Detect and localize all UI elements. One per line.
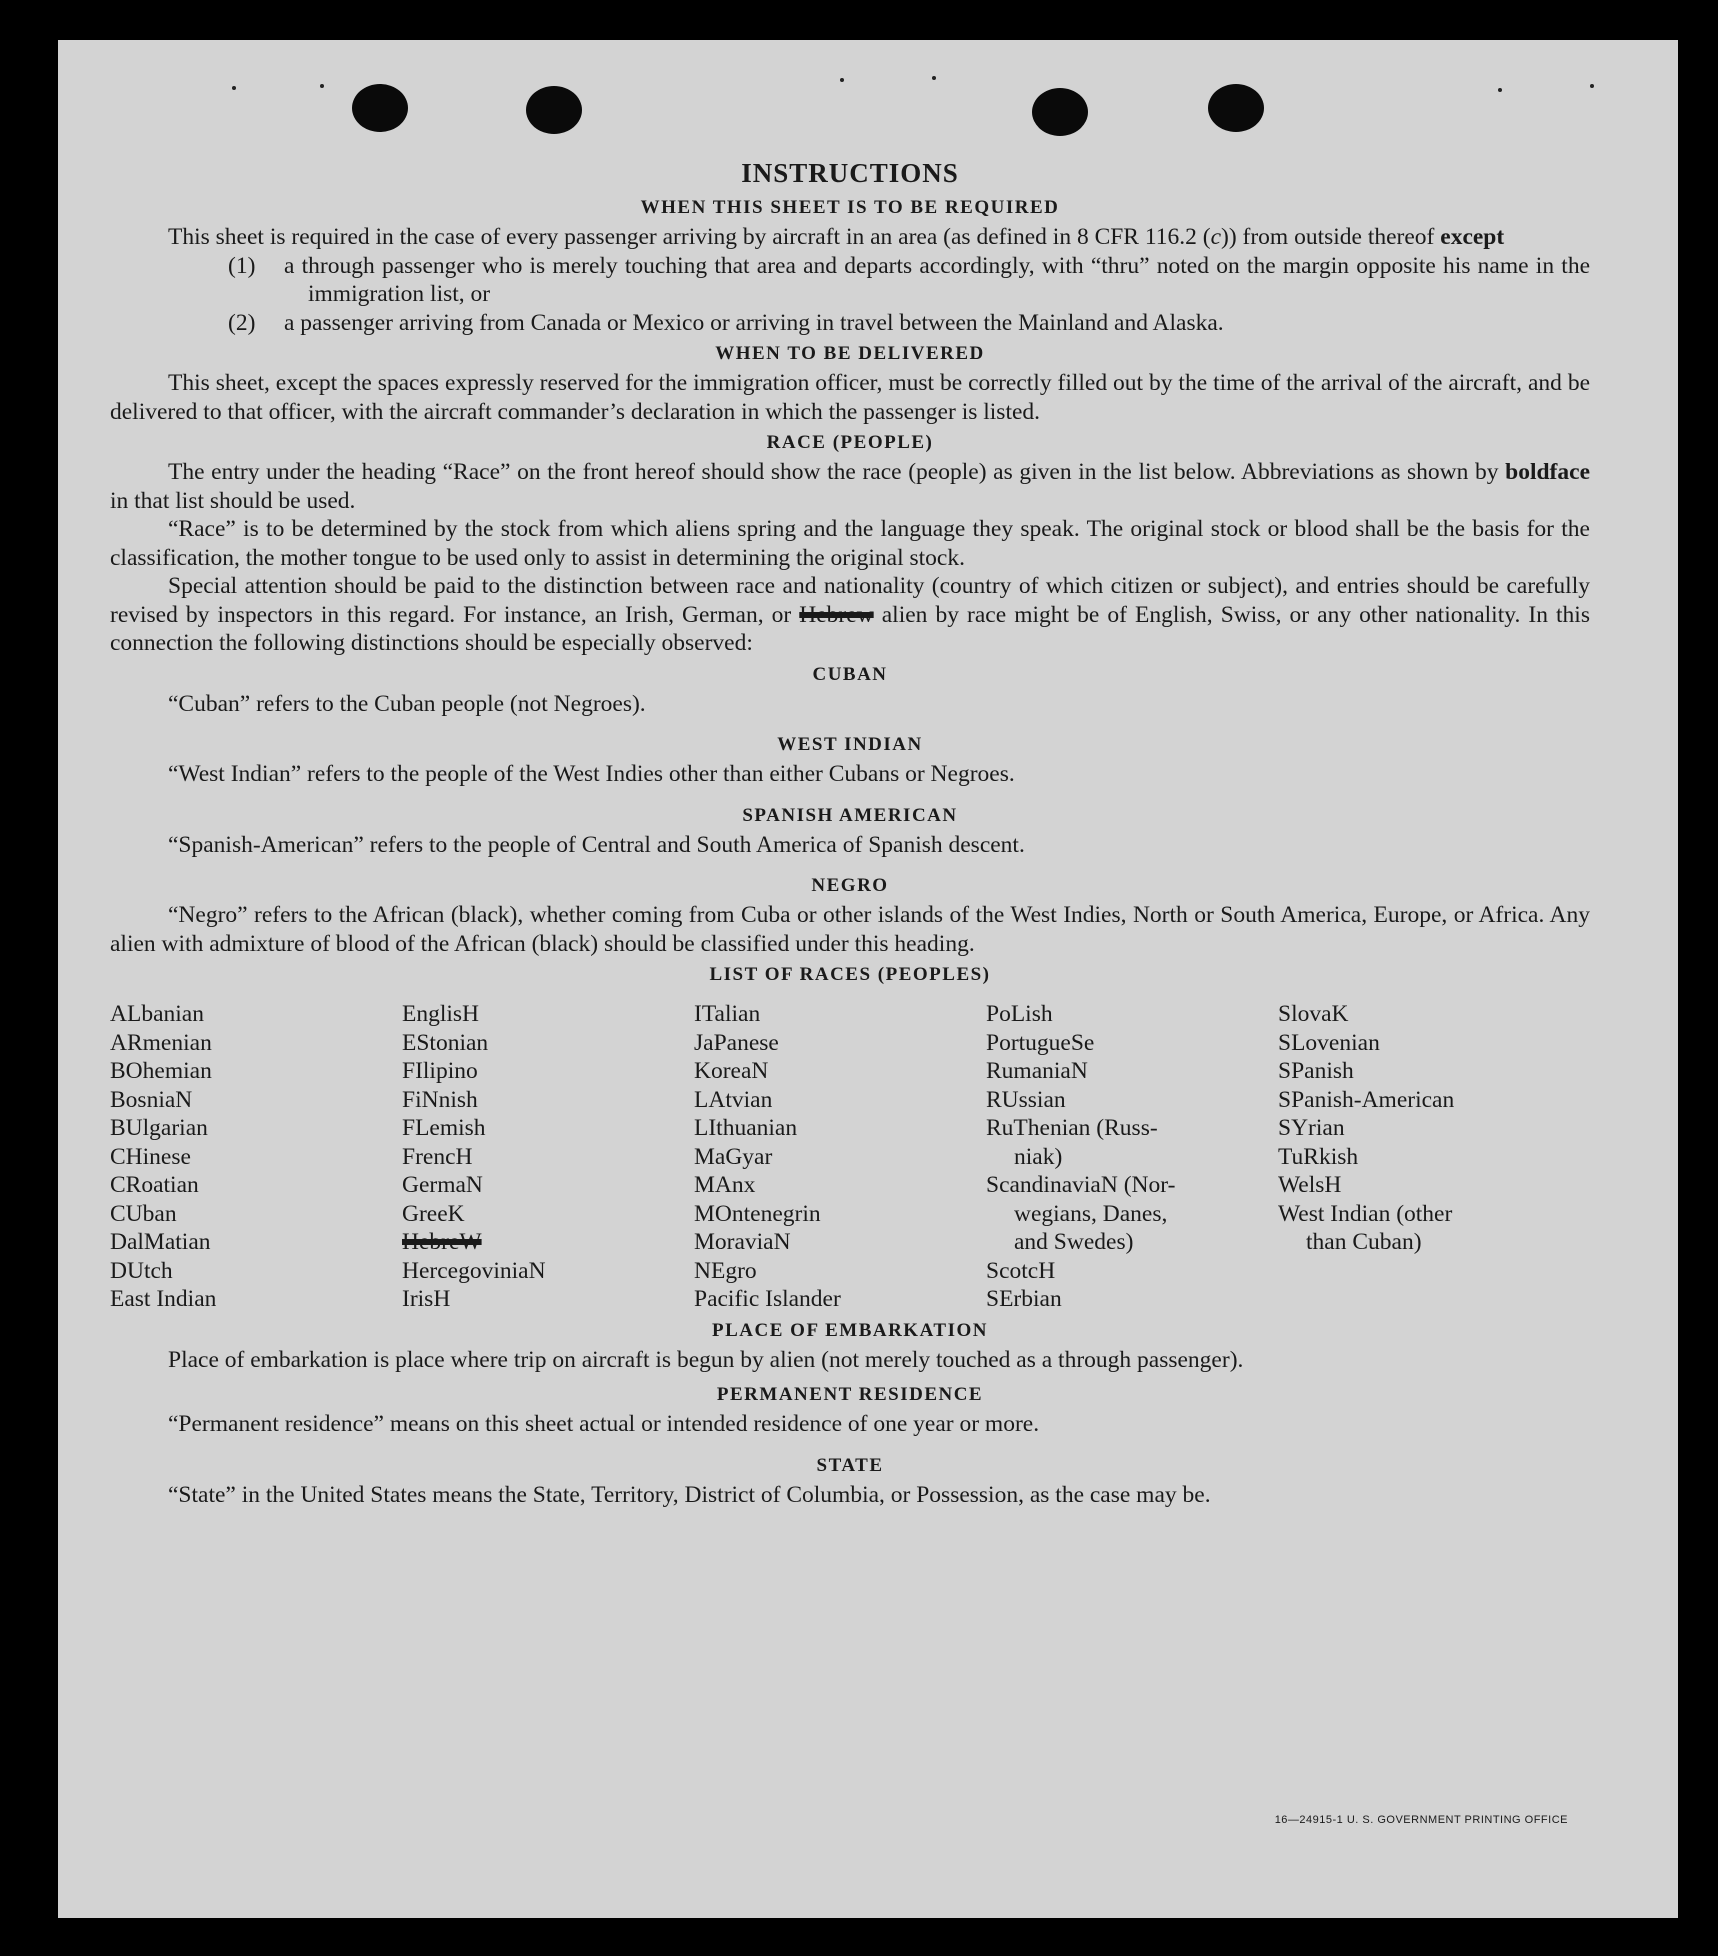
- speck: [1590, 84, 1594, 88]
- race-entry: RumaniaN: [986, 1058, 1088, 1084]
- punch-hole: [1032, 88, 1088, 136]
- race-entry: BosniaN: [110, 1086, 193, 1113]
- race-entry: SErbian: [986, 1286, 1062, 1312]
- race-entry: HercegoviniaN: [402, 1257, 546, 1284]
- required-intro-c: c: [1210, 224, 1221, 250]
- race-entry: LIthuanian: [694, 1115, 798, 1141]
- punch-hole: [352, 84, 408, 132]
- negro-text: “Negro” refers to the African (black), whether coming from Cuba or other islands of the West Indies, North or South America, Europe, or Africa. Any alien with admixture of blood of the African (black) should be classified under this heading.: [110, 902, 1590, 957]
- race-entry: JaPanese: [694, 1029, 779, 1056]
- races-column: [1278, 1000, 1570, 1314]
- exception-number: (1): [228, 252, 256, 279]
- exception-number: (2): [228, 309, 256, 336]
- race-entry: ARmenian: [110, 1029, 212, 1056]
- race-entry: ScotcH: [986, 1257, 1056, 1284]
- race-entry: MoraviaN: [694, 1229, 791, 1255]
- race-entry: ITalian: [694, 1001, 761, 1027]
- race-entry: than Cuban): [1306, 1229, 1422, 1255]
- race-p1-text: The entry under the heading “Race” on the front hereof should show the race (people) as given in the list below. Abbreviations as shown by: [168, 459, 1506, 485]
- race-entry: RUssian: [986, 1086, 1066, 1113]
- punch-hole: [1208, 84, 1264, 132]
- race-entry: SPanish-American: [1278, 1086, 1455, 1113]
- race-entry: FIlipino: [402, 1058, 478, 1084]
- races-column: [110, 1000, 402, 1314]
- race-entry: TuRkish: [1278, 1143, 1359, 1170]
- heading-list-of-races: LIST OF RACES (PEOPLES): [709, 964, 991, 985]
- race-entry: MaGyar: [694, 1143, 773, 1170]
- required-intro-text: This sheet is required in the case of every passenger arriving by aircraft in an area (as defined in 8 CFR 116.2 (: [168, 224, 1211, 250]
- race-entry: FiNnish: [402, 1086, 478, 1113]
- race-entry: Pacific Islander: [694, 1286, 841, 1312]
- race-entry: KoreaN: [694, 1058, 769, 1084]
- heading-delivered: WHEN TO BE DELIVERED: [715, 343, 985, 364]
- race-entry: ScandinaviaN (Nor-: [986, 1172, 1176, 1198]
- race-entry: CUban: [110, 1200, 177, 1227]
- race-entry: WelsH: [1278, 1172, 1342, 1198]
- exception-item: [110, 309, 1590, 338]
- race-entry: EnglisH: [402, 1001, 480, 1027]
- race-p3-text: Special attention should be paid to the distinction between race and nationality (country of which citizen or subject), and entries should be carefully revised by inspectors in this regard. For instance, an Irish, German, or: [110, 573, 1590, 628]
- residence-text: “Permanent residence” means on this sheet actual or intended residence of one year or more.: [168, 1411, 1040, 1437]
- race-entry: GermaN: [402, 1172, 483, 1198]
- speck: [320, 84, 324, 88]
- race-entry: PortugueSe: [986, 1029, 1095, 1056]
- heading-embarkation: PLACE OF EMBARKATION: [712, 1319, 988, 1341]
- race-entry: SLovenian: [1278, 1029, 1380, 1056]
- race-entry: IrisH: [402, 1286, 451, 1312]
- heading-cuban: CUBAN: [812, 663, 888, 685]
- race-entry: West Indian (other: [1278, 1200, 1453, 1227]
- race-entry: ALbanian: [110, 1001, 204, 1027]
- struck-word: Hebrew: [799, 601, 874, 628]
- race-entry: DUtch: [110, 1257, 173, 1284]
- heading-required: WHEN THIS SHEET IS TO BE REQUIRED: [640, 197, 1060, 218]
- race-entry: SPanish: [1278, 1058, 1354, 1084]
- race-p1-text-2: in that list should be used.: [110, 487, 356, 514]
- races-list: [110, 1000, 1590, 1314]
- race-entry: HebreW: [402, 1229, 482, 1255]
- west-indian-text: “West Indian” refers to the people of the West Indies other than either Cubans or Negroes.: [168, 761, 1015, 787]
- page-title: INSTRUCTIONS: [741, 158, 959, 188]
- race-entry: GreeK: [402, 1200, 465, 1227]
- race-entry: CRoatian: [110, 1172, 199, 1198]
- race-entry: East Indian: [110, 1286, 217, 1312]
- required-except: except: [1440, 224, 1505, 250]
- race-entry: and Swedes): [1014, 1229, 1134, 1255]
- speck: [932, 76, 936, 80]
- race-p3-text-2: alien by race might be of English, Swiss, or any other nationality. In this connection the following distinctions should be especially observed:: [110, 601, 1590, 656]
- races-column: [986, 1000, 1278, 1314]
- race-entry: BUlgarian: [110, 1115, 208, 1141]
- heading-west-indian: WEST INDIAN: [777, 734, 923, 755]
- race-entry: niak): [1014, 1143, 1063, 1170]
- instructions-content: [110, 158, 1590, 1509]
- race-entry: PoLish: [986, 1001, 1053, 1027]
- exception-text: a through passenger who is merely touching that area and departs accordingly, with “thru” noted on the margin opposite his name in the immigration list, or: [284, 252, 1590, 307]
- heading-state: STATE: [816, 1454, 884, 1476]
- race-entry: MAnx: [694, 1172, 756, 1198]
- race-entry: RuThenian (Russ-: [986, 1115, 1158, 1141]
- race-entry: DalMatian: [110, 1229, 211, 1255]
- heading-race: RACE (PEOPLE): [766, 432, 934, 453]
- heading-spanish-american: SPANISH AMERICAN: [742, 804, 958, 826]
- exception-text: a passenger arriving from Canada or Mexico or arriving in travel between the Mainland and Alaska.: [284, 309, 1224, 336]
- race-entry: FrencH: [402, 1143, 473, 1170]
- required-intro: [110, 223, 1590, 252]
- exception-item: [110, 252, 1590, 309]
- heading-negro: NEGRO: [811, 875, 889, 896]
- required-intro-text-2: )) from outside thereof: [1221, 224, 1441, 250]
- race-entry: NEgro: [694, 1257, 757, 1284]
- race-entry: FLemish: [402, 1115, 486, 1141]
- race-entry: SYrian: [1278, 1115, 1345, 1141]
- races-column: [402, 1000, 694, 1314]
- race-paragraph-2: “Race” is to be determined by the stock from which aliens spring and the language they speak. The original stock or blood shall be the basis for the classification, the mother tongue to be used only to assist in determining the original stock.: [110, 516, 1590, 571]
- race-entry: LAtvian: [694, 1086, 773, 1113]
- printer-imprint: 16—24915-1 U. S. GOVERNMENT PRINTING OFFICE: [1274, 1814, 1568, 1826]
- race-entry: SlovaK: [1278, 1001, 1349, 1027]
- state-text: “State” in the United States means the State, Territory, District of Columbia, or Possession, as the case may be.: [168, 1481, 1211, 1508]
- spanish-american-text: “Spanish-American” refers to the people of Central and South America of Spanish descent.: [168, 831, 1025, 858]
- embarkation-text: Place of embarkation is place where trip on aircraft is begun by alien (not merely touched as a through passenger).: [168, 1346, 1244, 1373]
- race-entry: CHinese: [110, 1143, 191, 1170]
- speck: [1498, 88, 1502, 92]
- race-entry: MOntenegrin: [694, 1200, 821, 1227]
- race-entry: BOhemian: [110, 1058, 212, 1084]
- delivered-text: This sheet, except the spaces expressly reserved for the immigration officer, must be correctly filled out by the time of the arrival of the aircraft, and be delivered to that officer, with the aircraft commander’s declaration in which the passenger is listed.: [110, 370, 1590, 425]
- race-entry: EStonian: [402, 1029, 489, 1056]
- document-sheet: [58, 40, 1678, 1918]
- race-entry: wegians, Danes,: [1014, 1200, 1168, 1227]
- heading-residence: PERMANENT RESIDENCE: [716, 1384, 984, 1405]
- race-paragraph-3: [110, 572, 1590, 658]
- race-p1-bold: boldface: [1505, 459, 1590, 485]
- speck: [232, 86, 236, 90]
- race-paragraph-1: [110, 458, 1590, 515]
- cuban-text: “Cuban” refers to the Cuban people (not Negroes).: [168, 690, 646, 717]
- speck: [840, 78, 844, 82]
- punch-hole: [526, 86, 582, 134]
- races-column: [694, 1000, 986, 1314]
